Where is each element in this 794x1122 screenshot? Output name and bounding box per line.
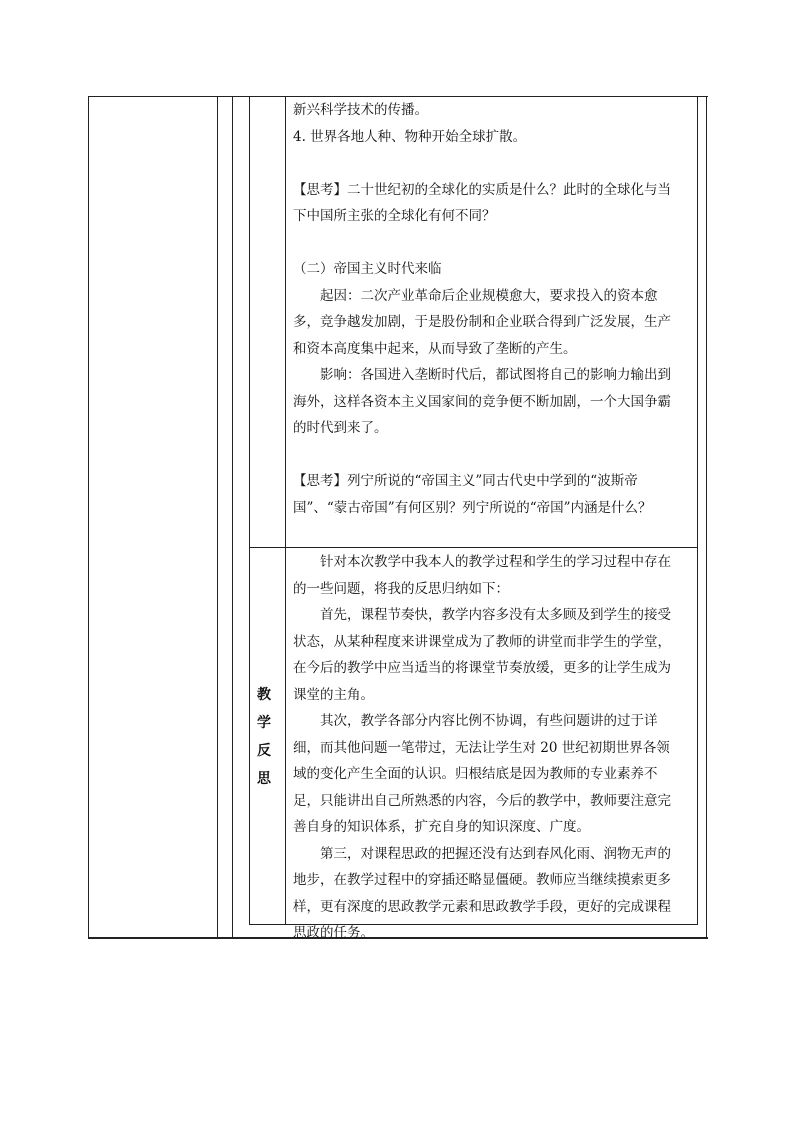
inner-label-divider	[285, 96, 286, 925]
reflection-line: 在今后的教学中应当适当的将课堂节奏放缓，更多的让学生成为	[293, 660, 671, 676]
content-line: 多，竞争越发加剧，于是股份制和企业联合得到广泛发展，生产	[293, 314, 671, 330]
content-line: 影响：各国进入垄断时代后，都试图将自己的影响力输出到	[320, 367, 671, 383]
reflection-content	[293, 549, 693, 947]
think-question-2-line: 国”、“蒙古帝国”有何区别？列宁所说的“帝国”内涵是什么？	[293, 499, 652, 516]
reflection-label-char: 反	[257, 743, 271, 759]
reflection-line: 细，而其他问题一笔带过，无法让学生对 20 世纪初期世界各领	[293, 739, 670, 756]
column-divider-1	[217, 96, 218, 938]
reflection-line: 善自身的知识体系，扩充自身的知识深度、广度。	[293, 819, 590, 835]
reflection-line: 其次，教学各部分内容比例不协调，有些问题讲的过于详	[320, 713, 658, 729]
content-line: 的时代到来了。	[293, 420, 388, 436]
reflection-line: 足，只能讲出自己所熟悉的内容，今后的教学中，教师要注意完	[293, 792, 671, 809]
content-line: 新兴科学技术的传播。	[293, 102, 428, 118]
think-question-1-line: 【思考】二十世纪初的全球化的实质是什么？此时的全球化与当	[293, 181, 671, 198]
think-question-2-line: 【思考】列宁所说的“帝国主义”同古代史中学到的“波斯帝	[293, 473, 638, 489]
inner-table-left-border	[249, 96, 250, 925]
reflection-line: 状态，从某种程度来讲课堂成为了教师的讲堂而非学生的学堂，	[293, 633, 671, 650]
inner-table-right-border	[697, 96, 698, 925]
reflection-label-char: 思	[257, 771, 271, 787]
section-heading: （二）帝国主义时代来临	[293, 261, 442, 277]
reflection-line: 域的变化产生全面的认识。归根结底是因为教师的专业素养不	[293, 766, 658, 782]
reflection-line: 思政的任务。	[293, 925, 374, 941]
table-right-border	[706, 96, 707, 938]
content-line: 和资本高度集中起来，从而导致了垄断的产生。	[293, 340, 577, 357]
reflection-line: 课堂的主角。	[293, 686, 374, 703]
reflection-label-char: 教	[257, 687, 271, 703]
content-line: 起因：二次产业革命后企业规模愈大，要求投入的资本愈	[320, 287, 658, 304]
reflection-line: 针对本次教学中我本人的教学过程和学生的学习过程中存在	[320, 554, 671, 570]
reflection-line: 的一些问题，将我的反思归纳如下：	[293, 580, 509, 597]
inner-row-divider	[249, 547, 698, 548]
column-divider-2	[232, 96, 233, 938]
reflection-line: 样，更有深度的思政教学元素和思政教学手段，更好的完成课程	[293, 898, 671, 915]
blank-line	[293, 150, 693, 177]
think-question-1-line: 下中国所主张的全球化有何不同？	[293, 208, 496, 224]
blank-line	[293, 230, 693, 257]
blank-line	[293, 442, 693, 469]
reflection-line: 第三，对课程思政的把握还没有达到春风化雨、润物无声的	[320, 845, 671, 862]
table-left-border	[88, 96, 89, 938]
reflection-line: 首先，课程节奏快，教学内容多没有太多顾及到学生的接受	[320, 607, 671, 623]
content-line: 4. 世界各地人种、物种开始全球扩散。	[293, 128, 527, 145]
upper-content	[293, 97, 693, 521]
reflection-label-char: 学	[257, 715, 271, 731]
reflection-line: 地步，在教学过程中的穿插还略显僵硬。教师应当继续摸索更多	[293, 872, 671, 888]
content-line: 海外，这样各资本主义国家间的竞争便不断加剧，一个大国争霸	[293, 393, 671, 410]
